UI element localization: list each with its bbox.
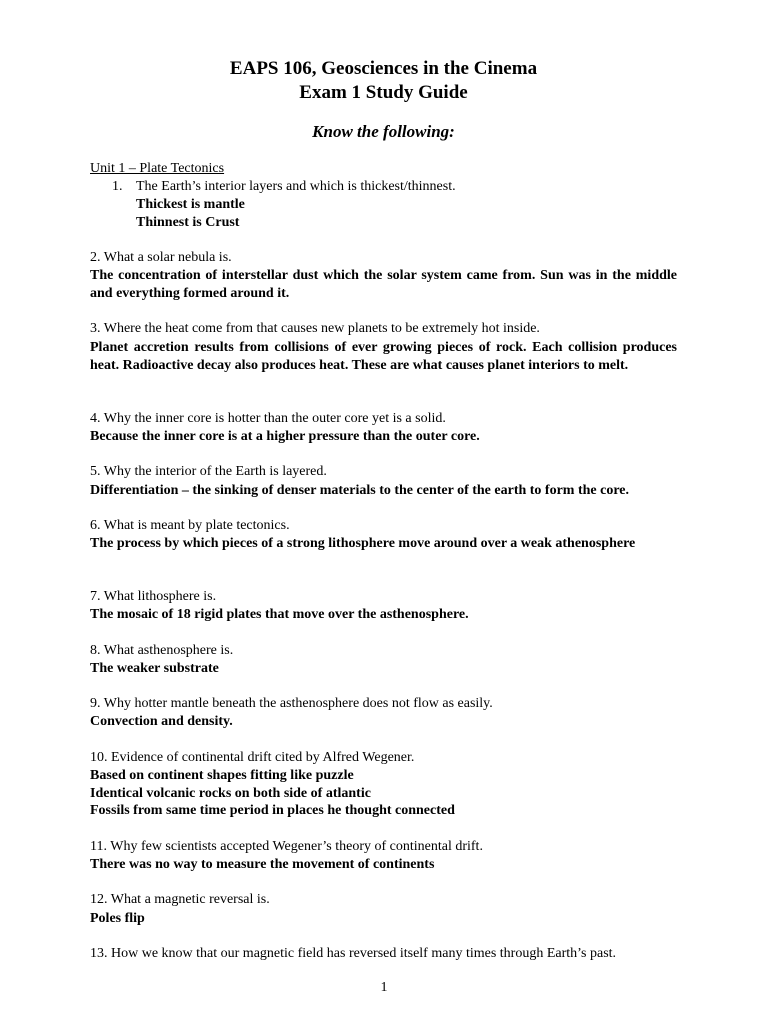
question-7: 7. What lithosphere is. (90, 589, 217, 604)
document-subtitle-line: Exam 1 Study Guide (299, 82, 468, 103)
answer-10-line-2: Identical volcanic rocks on both side of atlantic (90, 786, 371, 801)
answer-11: There was no way to measure the movement of continents (90, 857, 435, 872)
question-13: 13. How we know that our magnetic field has reversed itself many times through Earth’s past. (90, 946, 617, 961)
question-3: 3. Where the heat come from that causes new planets to be extremely hot inside. (90, 321, 540, 336)
question-11: 11. Why few scientists accepted Wegener’s theory of continental drift. (90, 839, 483, 854)
answer-8: The weaker substrate (90, 661, 219, 676)
answer-1-line-1: Thickest is mantle (136, 197, 245, 212)
section-instruction: Know the following: (312, 122, 455, 141)
answer-10-line-3: Fossils from same time period in places he thought connected (90, 803, 455, 818)
question-1-number: 1. (112, 179, 123, 194)
answer-4: Because the inner core is at a higher pressure than the outer core. (90, 429, 480, 444)
question-9: 9. Why hotter mantle beneath the asthenosphere does not flow as easily. (90, 696, 493, 711)
question-5: 5. Why the interior of the Earth is layered. (90, 464, 327, 479)
answer-1-line-2: Thinnest is Crust (136, 215, 240, 230)
question-4: 4. Why the inner core is hotter than the outer core yet is a solid. (90, 411, 446, 426)
question-10: 10. Evidence of continental drift cited by Alfred Wegener. (90, 750, 415, 765)
answer-7: The mosaic of 18 rigid plates that move over the asthenosphere. (90, 607, 469, 622)
question-8: 8. What asthenosphere is. (90, 643, 234, 658)
answer-9: Convection and density. (90, 714, 233, 729)
answer-5: Differentiation – the sinking of denser materials to the center of the earth to form the core. (90, 483, 630, 498)
answer-12: Poles flip (90, 911, 145, 926)
question-6: 6. What is meant by plate tectonics. (90, 518, 290, 533)
answer-2: The concentration of interstellar dust which the solar system came from. Sun was in the middle and everything formed around it. (90, 268, 677, 301)
unit-heading: Unit 1 – Plate Tectonics (90, 161, 225, 176)
answer-6: The process by which pieces of a strong lithosphere move around over a weak athenosphere (90, 536, 636, 551)
question-1-text: The Earth’s interior layers and which is thickest/thinnest. (136, 179, 456, 194)
question-1 (112, 178, 677, 196)
document-title: EAPS 106, Geosciences in the Cinema (229, 58, 538, 79)
question-12: 12. What a magnetic reversal is. (90, 892, 270, 907)
page-number: 1 (380, 980, 388, 995)
answer-10-line-1: Based on continent shapes fitting like puzzle (90, 768, 354, 783)
question-2: 2. What a solar nebula is. (90, 250, 232, 265)
answer-3: Planet accretion results from collisions of ever growing pieces of rock. Each collision produces heat. Radioactive decay also produces heat. These are what causes planet interiors to melt. (90, 340, 677, 373)
